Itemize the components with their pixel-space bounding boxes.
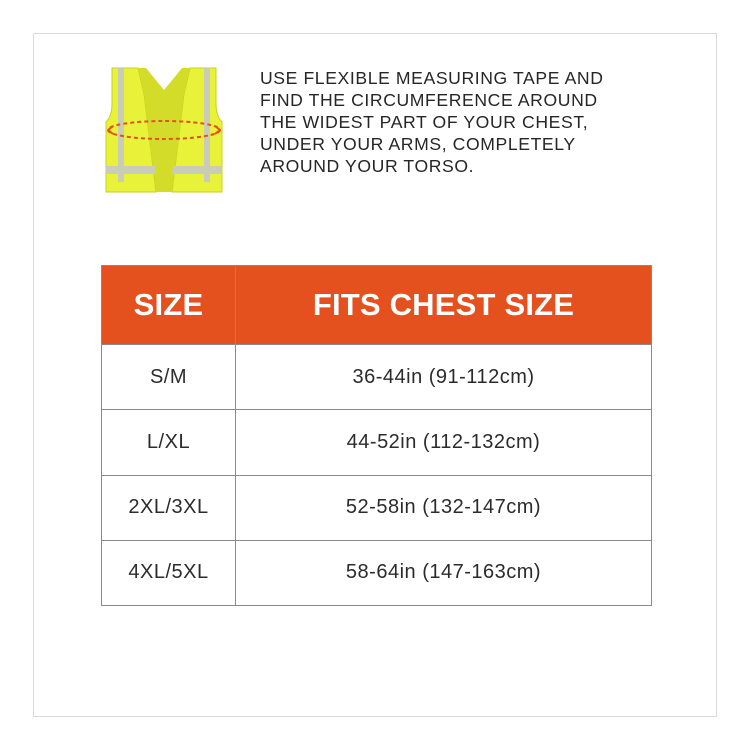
measuring-instructions: [260, 67, 680, 177]
table-header-row: [102, 266, 652, 345]
instruction-line: AROUND YOUR TORSO.: [260, 156, 475, 176]
table-row: [102, 540, 652, 605]
chest-size-cell: 52-58in (132-147cm): [236, 475, 652, 540]
instruction-line: USE FLEXIBLE MEASURING TAPE AND: [260, 68, 604, 88]
size-column-header: SIZE: [102, 266, 236, 345]
size-cell: 2XL/3XL: [102, 475, 236, 540]
size-guide-card: [33, 33, 717, 717]
table-row: [102, 410, 652, 475]
table-row: [102, 475, 652, 540]
instruction-line: FIND THE CIRCUMFERENCE AROUND: [260, 90, 598, 110]
instruction-line: UNDER YOUR ARMS, COMPLETELY: [260, 134, 576, 154]
size-cell: S/M: [102, 345, 236, 410]
size-cell: L/XL: [102, 410, 236, 475]
chest-size-cell: 44-52in (112-132cm): [236, 410, 652, 475]
chest-size-cell: 36-44in (91-112cm): [236, 345, 652, 410]
instruction-line: THE WIDEST PART OF YOUR CHEST,: [260, 112, 589, 132]
table-row: [102, 345, 652, 410]
size-cell: 4XL/5XL: [102, 540, 236, 605]
size-chart-table: [101, 265, 652, 606]
safety-vest-icon: [98, 64, 230, 196]
chest-size-column-header: FITS CHEST SIZE: [236, 266, 652, 345]
chest-size-cell: 58-64in (147-163cm): [236, 540, 652, 605]
